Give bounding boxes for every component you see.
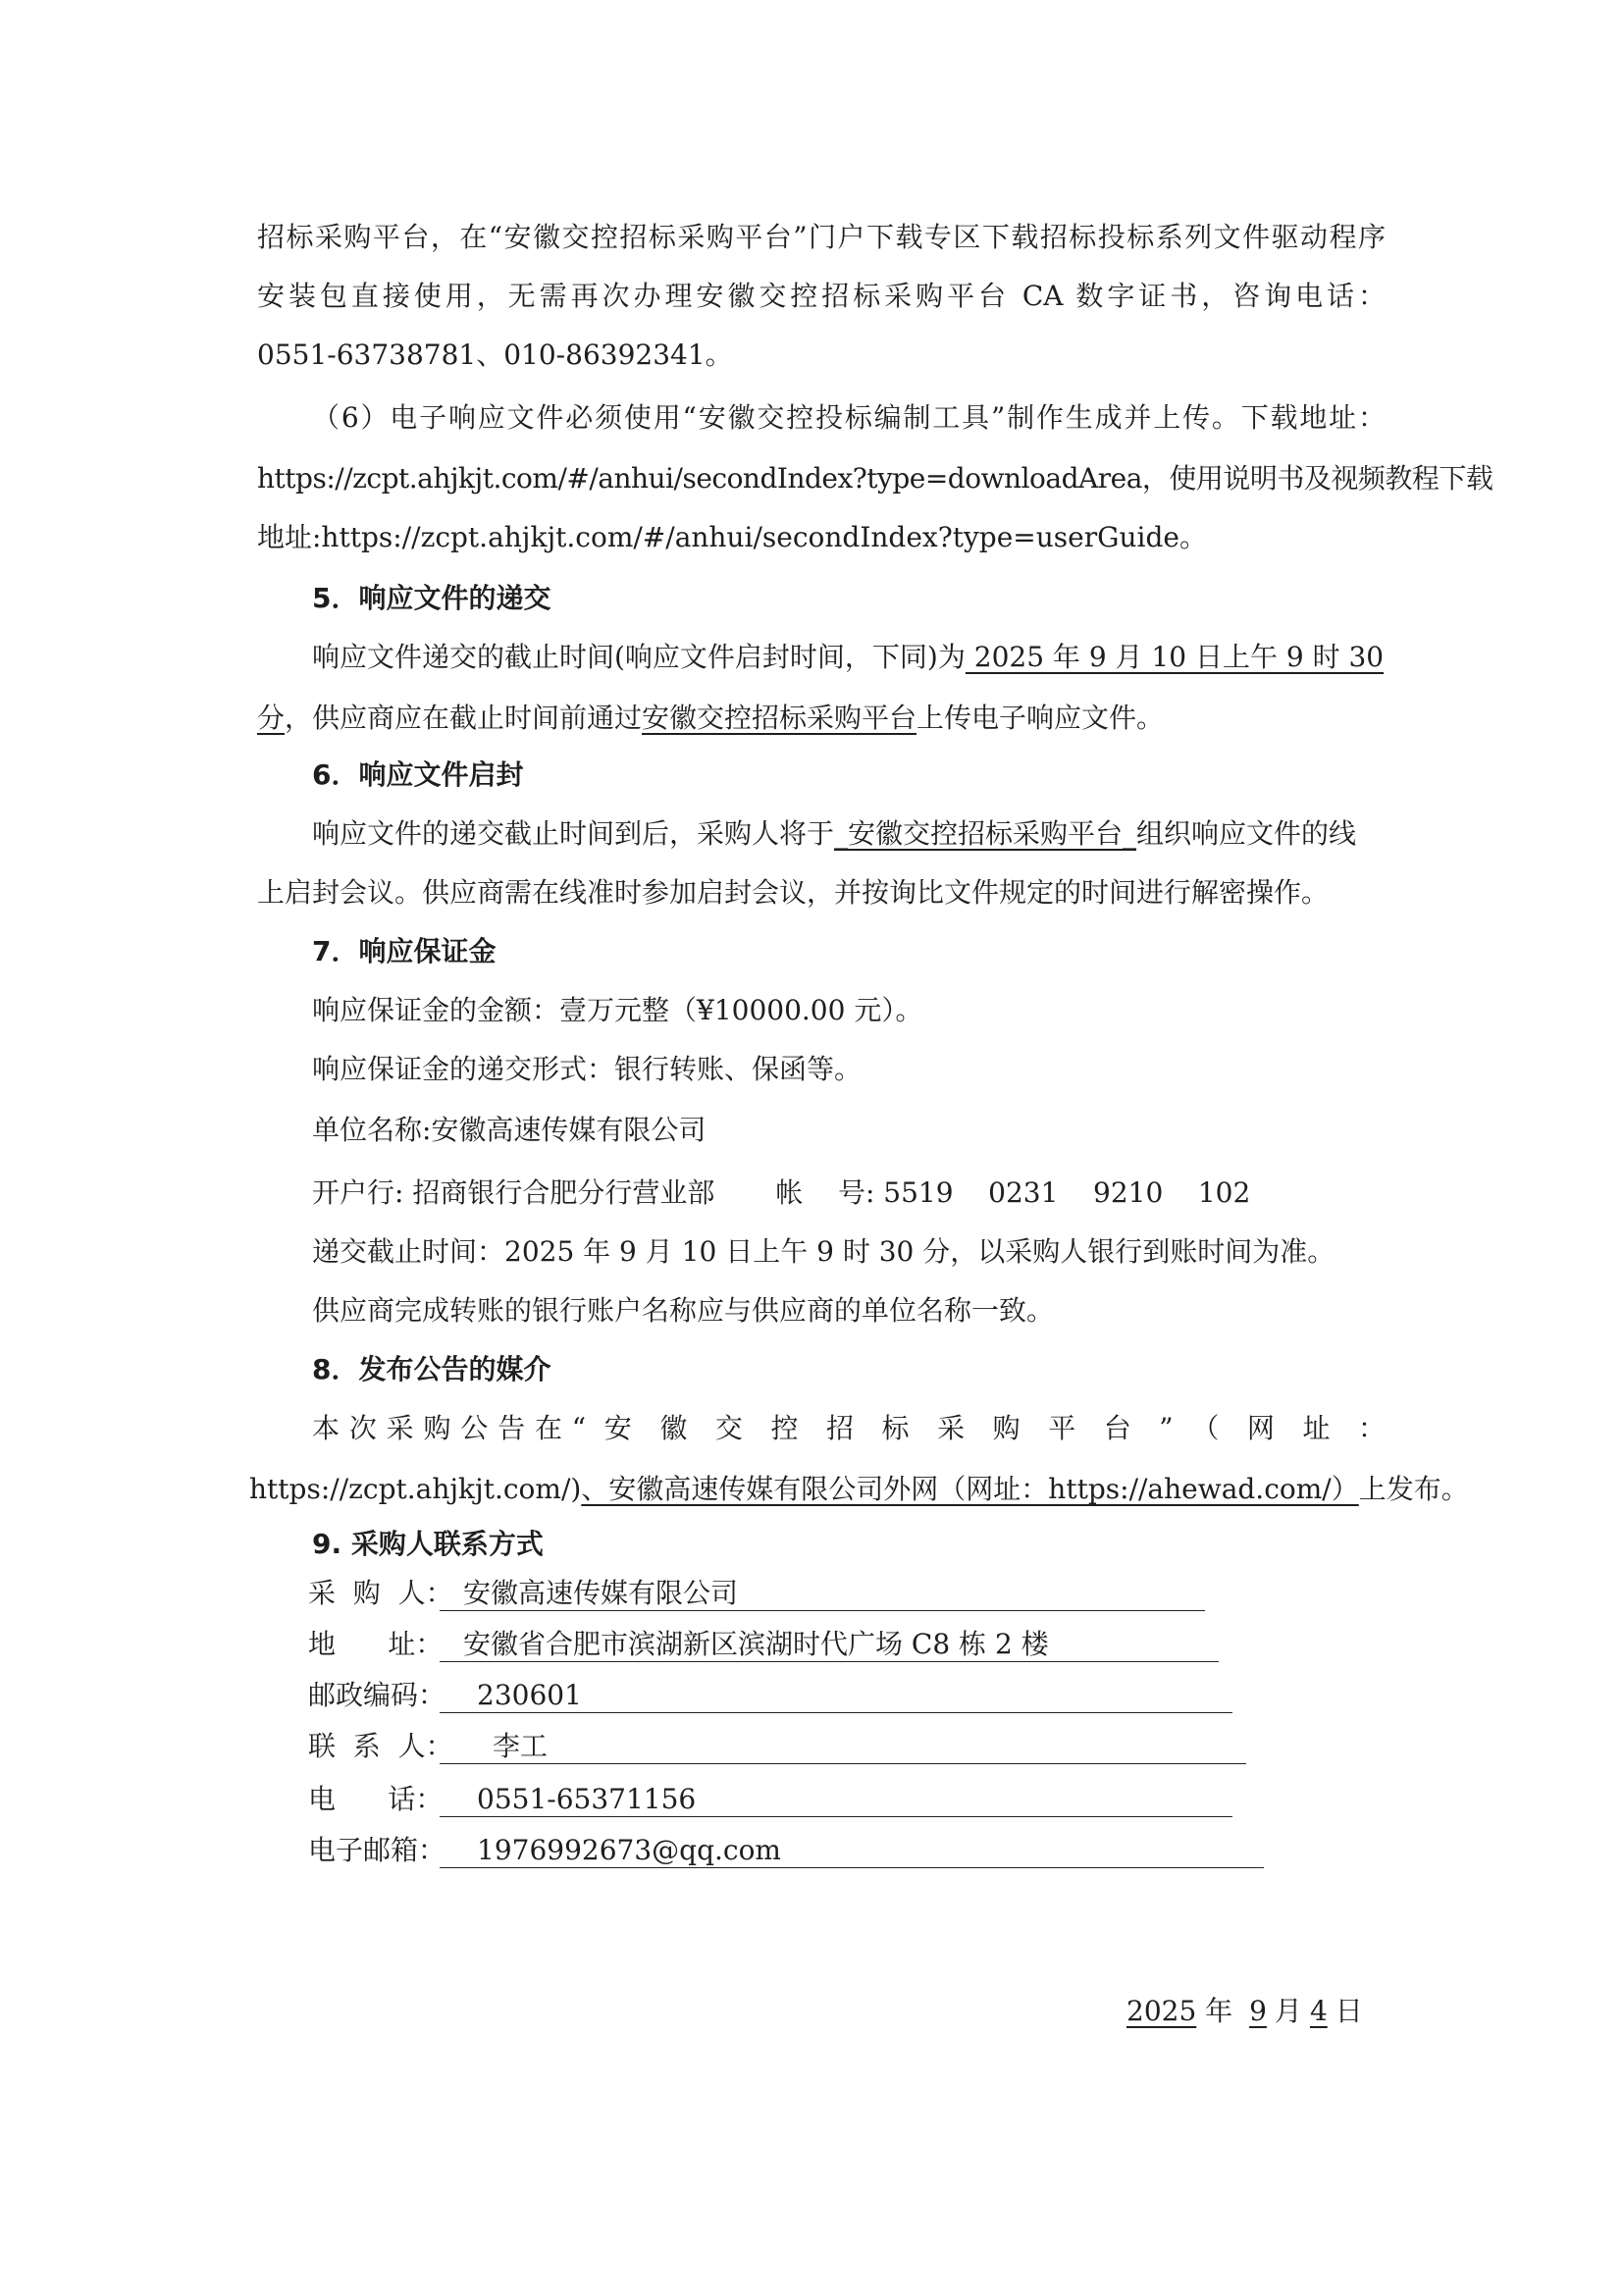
contact-label: 电子邮箱： (308, 1834, 446, 1866)
url-text: https://zcpt.ahjkjt.com/) (249, 1473, 582, 1505)
section-heading: 7．响应保证金 (312, 935, 497, 967)
body-line: https://zcpt.ahjkjt.com/#/anhui/secondIndex?type=downloadArea，使用说明书及视频教程下载 (257, 462, 1493, 495)
contact-value: 0551-65371156 (477, 1783, 697, 1815)
document-date (1119, 1992, 1363, 2031)
body-line (312, 814, 1386, 854)
contact-value: 安徽高速传媒有限公司 (463, 1577, 739, 1609)
body-line: 上启封会议。供应商需在线准时参加启封会议，并按询比文件规定的时间进行解密操作。 (257, 876, 1330, 909)
body-line: 响应保证金的递交形式：银行转账、保函等。 (312, 1053, 863, 1085)
date-day: 4 (1309, 1995, 1328, 2027)
text: ，供应商应在截止时间前通过 (285, 702, 643, 734)
underline (440, 1712, 1232, 1713)
body-line: 供应商完成转账的银行账户名称应与供应商的单位名称一致。 (312, 1294, 1055, 1327)
date-day-label: 日 (1335, 1995, 1363, 2027)
section-heading: 6．响应文件启封 (312, 758, 524, 791)
date-month: 9 (1249, 1995, 1267, 2027)
underline (440, 1661, 1219, 1662)
body-line: 招标采购平台，在“安徽交控招标采购平台”门户下载专区下载招标投标系列文件驱动程序 (257, 221, 1386, 253)
underline (440, 1763, 1246, 1764)
body-line: 递交截止时间：2025 年 9 月 10 日上午 9 时 30 分，以采购人银行到账时间为准。 (312, 1235, 1335, 1268)
body-line: 响应保证金的金额：壹万元整（¥10000.00 元）。 (312, 994, 923, 1026)
contact-value: 李工 (493, 1730, 549, 1762)
body-line (312, 1174, 1386, 1213)
body-line (312, 638, 1386, 677)
underline (440, 1610, 1205, 1611)
contact-label: 电 话： (308, 1783, 444, 1815)
contact-label: 联 系 人： (308, 1730, 453, 1762)
text: 响应文件的递交截止时间到后，采购人将于 (312, 817, 835, 850)
text: 组织响应文件的线 (1136, 817, 1357, 850)
deadline-underlined: 2025 年 9 月 10 日上午 9 时 30 (965, 641, 1385, 673)
date-month-label: 月 (1274, 1995, 1302, 2027)
bank-name: 开户行: 招商银行合肥分行营业部 (312, 1176, 715, 1209)
contact-value: 安徽省合肥市滨湖新区滨湖时代广场 C8 栋 2 楼 (463, 1628, 1049, 1660)
platform-underlined: 安徽交控招标采购平台 (642, 702, 917, 734)
contact-value: 230601 (477, 1679, 582, 1711)
account-number: 帐 号: 5519 0231 9210 102 (775, 1176, 1251, 1209)
body-line (249, 1470, 1469, 1509)
contact-label: 采 购 人： (308, 1577, 453, 1609)
date-year: 2025 (1126, 1995, 1197, 2027)
section-heading: 8．发布公告的媒介 (312, 1353, 551, 1385)
contact-value: 1976992673@qq.com (477, 1834, 781, 1866)
contact-label: 地 址： (308, 1628, 444, 1660)
body-line: 本次采购公告在“ 安 徽 交 控 招 标 采 购 平 台 ” （ 网 址 ： (312, 1412, 1386, 1444)
text: 上传电子响应文件。 (916, 702, 1165, 734)
body-line: 0551-63738781、010-86392341。 (257, 339, 733, 371)
section-heading: 9. 采购人联系方式 (312, 1528, 544, 1560)
body-line (257, 699, 1386, 738)
text: 响应文件递交的截止时间(响应文件启封时间，下同)为 (312, 641, 966, 673)
section-heading: 5．响应文件的递交 (312, 582, 551, 614)
text: 上发布。 (1358, 1473, 1469, 1505)
platform-underlined: _安徽交控招标采购平台_ (834, 817, 1137, 850)
body-line: 单位名称:安徽高速传媒有限公司 (312, 1114, 707, 1146)
underline (440, 1816, 1232, 1817)
contact-label: 邮政编码： (308, 1679, 446, 1711)
body-line: 安装包直接使用，无需再次办理安徽交控招标采购平台 CA 数字证书，咨询电话： (257, 280, 1386, 312)
deadline-underlined: 分 (257, 702, 286, 734)
website-underlined: 、安徽高速传媒有限公司外网（网址：https://ahewad.com/） (581, 1473, 1359, 1505)
body-line: 地址:https://zcpt.ahjkjt.com/#/anhui/secondIndex?type=userGuide。 (257, 521, 1207, 553)
body-line: （6）电子响应文件必须使用“安徽交控投标编制工具”制作生成并上传。下载地址： (312, 401, 1386, 434)
date-year-label: 年 (1205, 1995, 1233, 2027)
underline (440, 1867, 1264, 1868)
